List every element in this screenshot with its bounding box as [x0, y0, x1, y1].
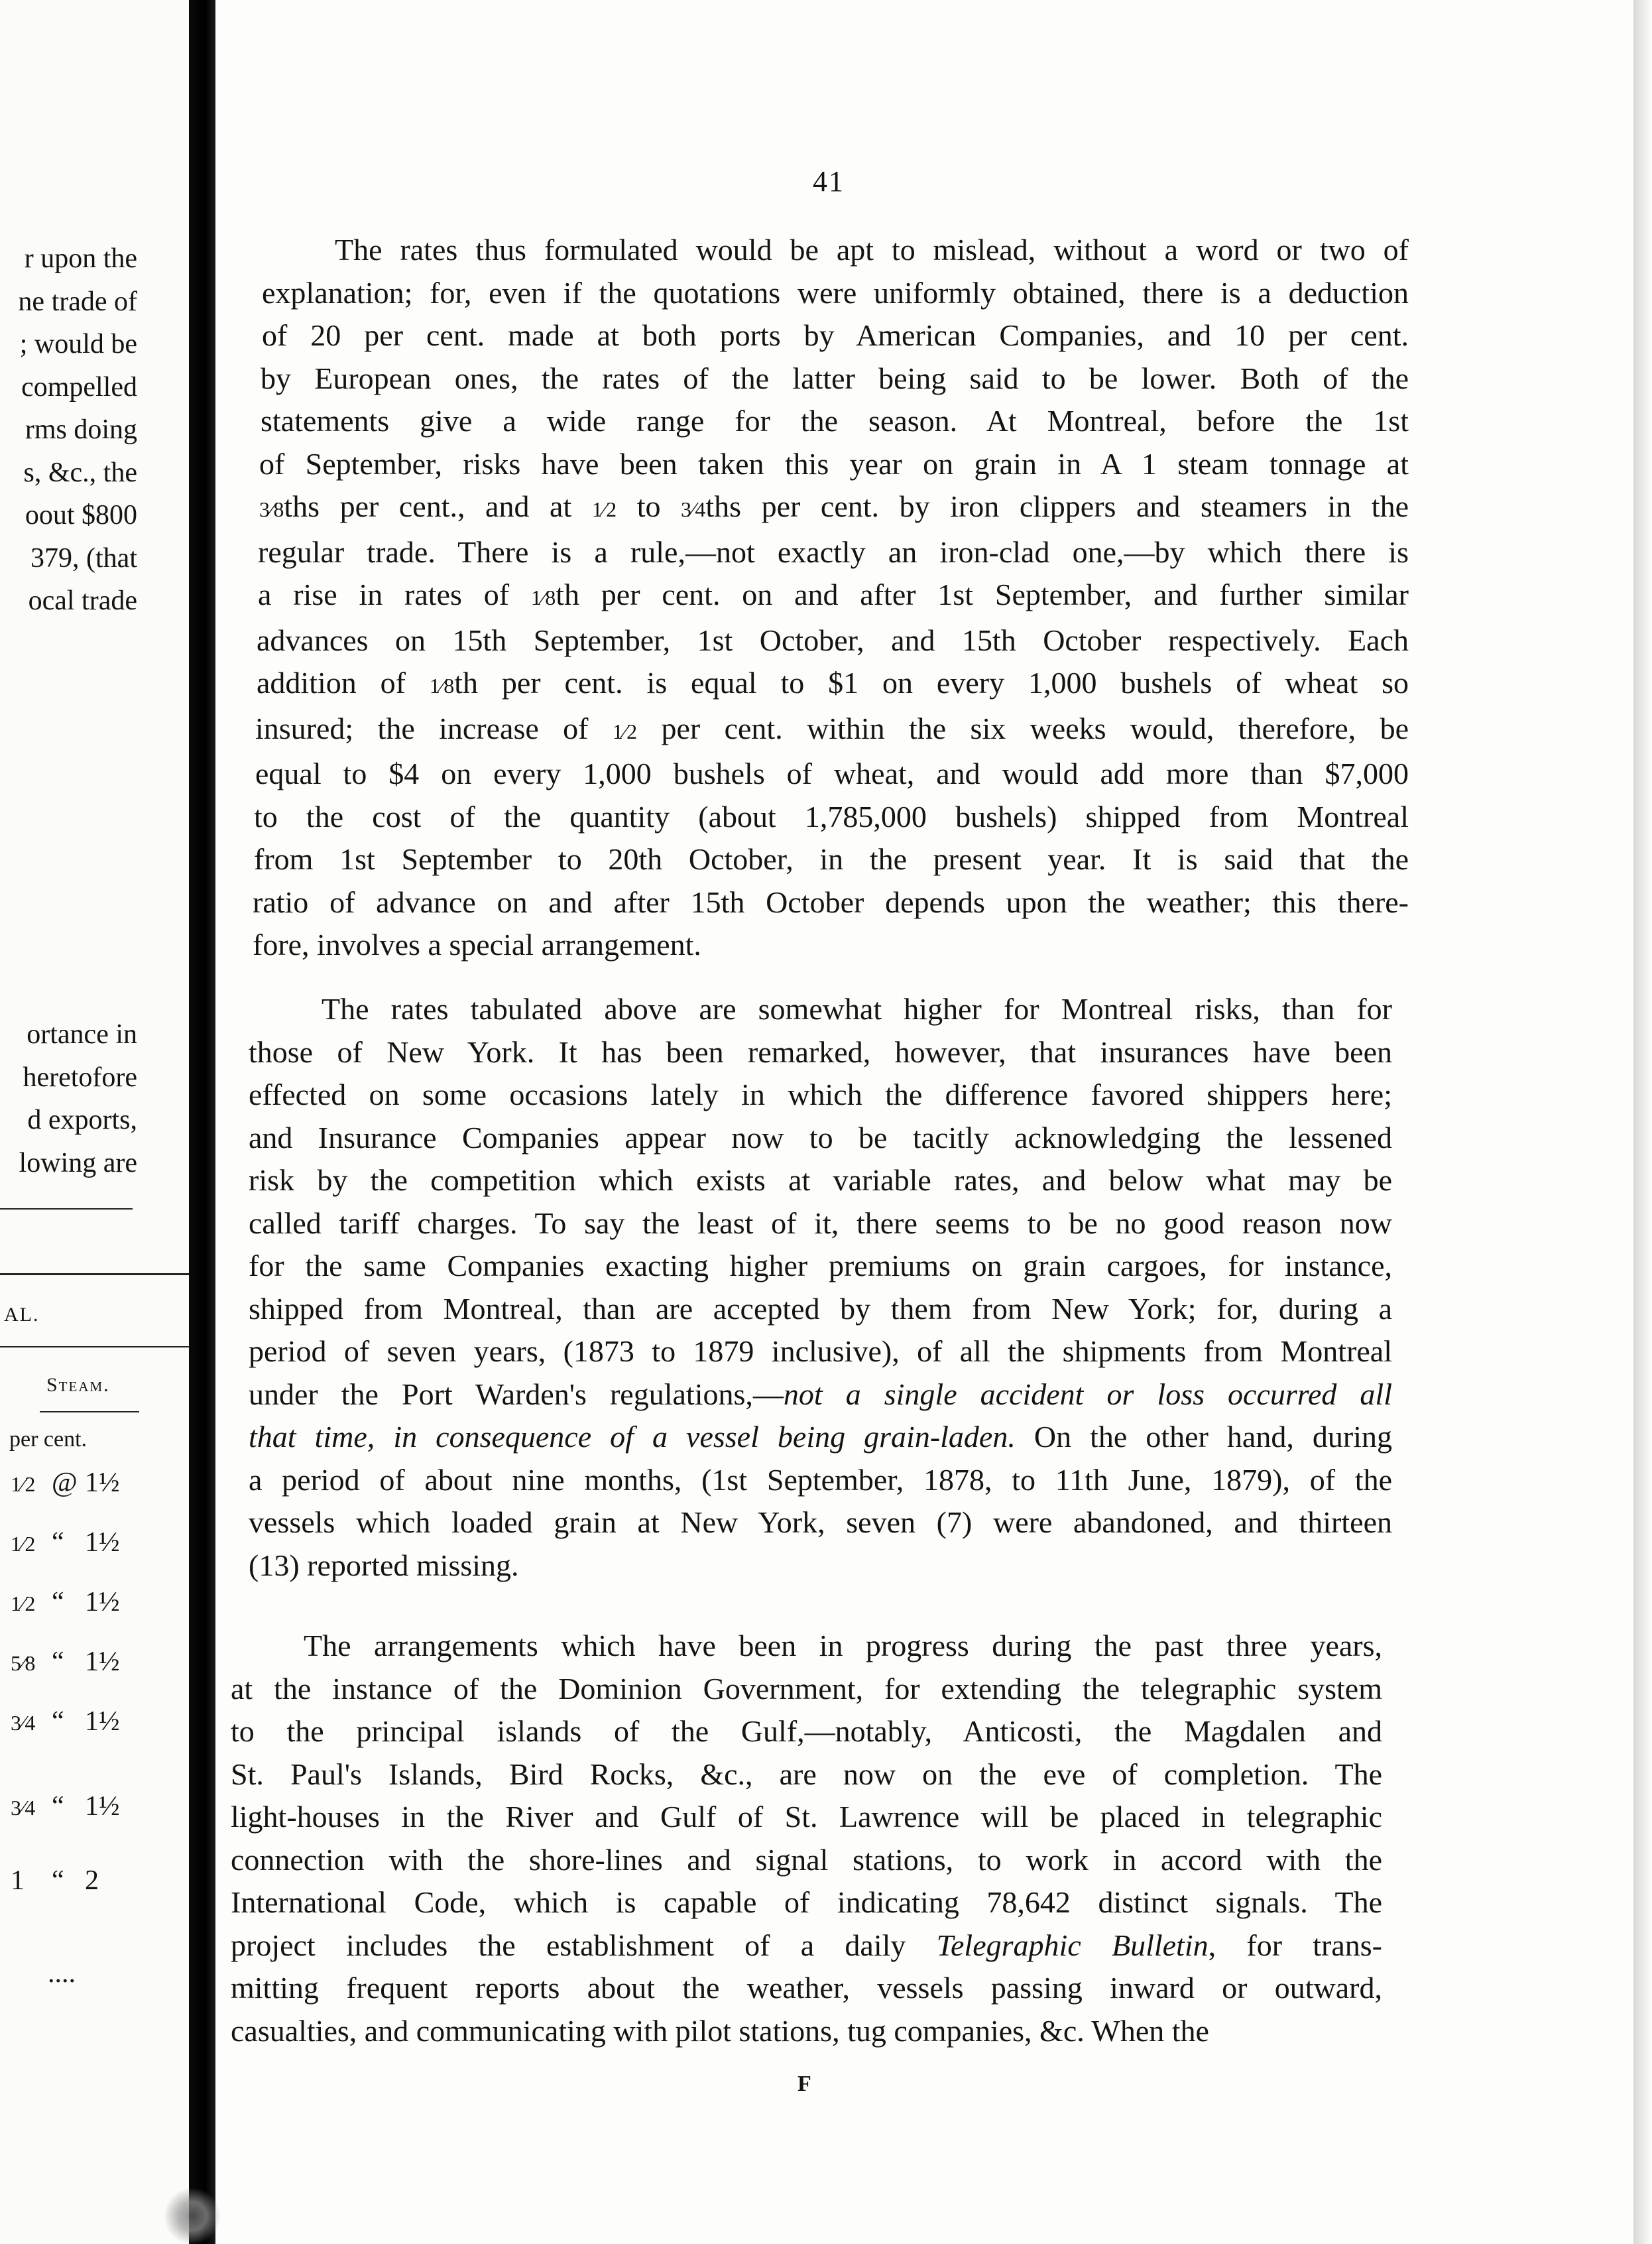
- text-run: by European ones, the rates of the latter being said to be lower. Both of the: [261, 361, 1409, 395]
- text-run: shipped from Montreal, than are accepted by them from New York; for, during a: [249, 1291, 1392, 1326]
- text-line: [231, 1924, 1382, 1967]
- facing-page-line: s, &c., the: [23, 457, 137, 488]
- text-line: [231, 1839, 1382, 1882]
- text-run: explanation; for, even if the quotations were uniformly obtained, there is a deduction: [262, 275, 1409, 310]
- table-cell: 1½: [85, 1647, 120, 1677]
- text-line: [231, 1668, 1382, 1711]
- text-run: effected on some occasions lately in which the difference favored shippers here;: [249, 1078, 1392, 1111]
- text-line: [262, 314, 1409, 357]
- facing-page-line: ; would be: [19, 329, 137, 359]
- table-cell: 1½: [85, 1706, 120, 1737]
- text-line: [249, 1074, 1392, 1117]
- table-cell: @: [52, 1467, 78, 1498]
- italic-phrase: not a single accident or loss occurred all: [783, 1377, 1392, 1411]
- text-line: [249, 1202, 1392, 1245]
- text-line: [231, 1753, 1382, 1796]
- text-run: a rise in rates of 1⁄8th per cent. on and after 1st September, and further similar: [258, 578, 1409, 611]
- text-line: [255, 708, 1409, 753]
- text-run: from 1st September to 20th October, in the present year. It is said that the: [254, 842, 1409, 876]
- text-run: to the cost of the quantity (about 1,785,000 bushels) shipped from Montreal: [254, 799, 1409, 834]
- text-run: connection with the shore-lines and signal stations, to work in accord with the: [231, 1842, 1382, 1877]
- text-run: (13) reported missing.: [249, 1548, 519, 1582]
- table-heading: AL.: [4, 1304, 40, 1326]
- table-cell: “: [52, 1791, 64, 1822]
- text-run: vessels which loaded grain at New York, seven (7) were abandoned, and thirteen: [249, 1505, 1392, 1539]
- text-line: [249, 1459, 1392, 1502]
- table-cell: “: [52, 1587, 64, 1617]
- facing-page-line: r upon the: [24, 243, 137, 274]
- text-line: [254, 838, 1409, 881]
- text-run: for the same Companies exacting higher premiums on grain cargoes, for instance,: [249, 1249, 1392, 1282]
- facing-page-line: ocal trade: [28, 586, 137, 616]
- text-run: project includes the establishment of a daily: [231, 1928, 937, 1962]
- facing-page-line: ne trade of: [18, 286, 137, 317]
- table-cell: “: [52, 1647, 64, 1677]
- text-run: ratio of advance on and after 15th October depends upon the weather; this there-: [253, 885, 1409, 919]
- facing-page-line: compelled: [21, 371, 137, 403]
- text-line: [258, 531, 1409, 574]
- page-stain: [162, 2188, 222, 2244]
- table-cell: 1⁄2: [11, 1591, 36, 1615]
- text-line: [253, 924, 1409, 967]
- table-cell: “: [52, 1706, 64, 1737]
- text-line: [231, 1967, 1382, 2010]
- paragraph-insurance-rates: [0, 229, 1652, 967]
- table-cell: 1½: [85, 1527, 120, 1558]
- facing-page-line: lowing are: [19, 1147, 137, 1178]
- text-run: of September, risks have been taken this year on grain in A 1 steam tonnage at: [259, 446, 1409, 481]
- text-run: International Code, which is capable of indicating 78,642 distinct signals. The: [231, 1885, 1382, 1919]
- text-line: [254, 796, 1409, 839]
- facing-page-line: d exports,: [27, 1105, 137, 1135]
- text-line: [249, 1159, 1392, 1202]
- table-unit: per cent.: [9, 1427, 88, 1452]
- text-line: [249, 1245, 1392, 1288]
- text-run: called tariff charges. To say the least of it, there seems to be no good reason now: [249, 1206, 1392, 1240]
- text-run: The rates tabulated above are somewhat higher for Montreal risks, than for: [322, 992, 1392, 1026]
- text-line: [258, 574, 1409, 619]
- table-cell: 3⁄4: [11, 1796, 36, 1820]
- table-cell: 1½: [85, 1791, 120, 1822]
- facing-page-line: heretofore: [23, 1062, 137, 1093]
- text-run: fore, involves a special arrangement.: [253, 928, 701, 962]
- table-cell: 1⁄2: [11, 1532, 36, 1556]
- paragraph-montreal-risks: [0, 988, 1652, 1587]
- table-cell: 1½: [85, 1467, 120, 1498]
- facing-page-line: rms doing: [25, 414, 137, 445]
- text-run: St. Paul's Islands, Bird Rocks, &c., are now on the eve of completion. The: [231, 1757, 1382, 1791]
- page-number: 41: [813, 165, 845, 198]
- text-run: equal to $4 on every 1,000 bushels of wheat, and would add more than $7,000: [255, 757, 1409, 790]
- table-cell: 3⁄4: [11, 1711, 36, 1735]
- text-line: [261, 400, 1409, 443]
- text-line: [322, 988, 1392, 1031]
- text-run: advances on 15th September, 1st October, and 15th October respectively. Each: [257, 623, 1409, 657]
- text-run: of 20 per cent. made at both ports by American Companies, and 10 per cent.: [262, 318, 1409, 352]
- text-line: [249, 1031, 1392, 1074]
- text-run: casualties, and communicating with pilot stations, tug companies, &c. When the: [231, 2013, 1209, 2048]
- text-line: [249, 1373, 1392, 1416]
- text-run: under the Port Warden's regulations,—: [249, 1377, 784, 1411]
- text-run: and Insurance Companies appear now to be tacitly acknowledging the lessened: [249, 1120, 1392, 1154]
- text-run: On the other hand, during: [1015, 1420, 1392, 1454]
- facing-page-line: oout $800: [25, 500, 137, 530]
- text-run: addition of 1⁄8th per cent. is equal to $1 on every 1,000 bushels of wheat so: [257, 666, 1409, 700]
- text-line: [249, 1288, 1392, 1331]
- table-cell: 1: [11, 1865, 25, 1896]
- text-run: The rates thus formulated would be apt to mislead, without a word or two of: [335, 233, 1409, 267]
- text-run: The arrangements which have been in progress during the past three years,: [304, 1629, 1382, 1662]
- italic-phrase: that time, in consequence of a vessel being grain-laden.: [249, 1420, 1016, 1454]
- facing-page-line: 379, (that: [30, 542, 137, 574]
- text-line: [231, 2010, 1382, 2053]
- table-cell: 1⁄2: [11, 1472, 36, 1496]
- text-run: those of New York. It has been remarked, however, that insurances have been: [249, 1034, 1392, 1069]
- table-cell: 2: [85, 1865, 99, 1896]
- text-run: , for trans-: [1208, 1928, 1383, 1962]
- text-line: [253, 881, 1409, 924]
- table-cell: “: [52, 1865, 64, 1896]
- text-line: [262, 272, 1409, 315]
- italic-phrase: Telegraphic Bulletin: [936, 1928, 1209, 1962]
- text-run: period of seven years, (1873 to 1879 inclusive), of all the shipments from Montreal: [249, 1334, 1392, 1368]
- text-line: [249, 1544, 1392, 1588]
- text-line: [231, 1881, 1382, 1924]
- table-column-heading: Steam.: [46, 1374, 110, 1396]
- text-run: light-houses in the River and Gulf of St. Lawrence will be placed in telegraphic: [231, 1800, 1382, 1834]
- text-run: statements give a wide range for the season. At Montreal, before the 1st: [261, 404, 1409, 438]
- table-cell: 1½: [85, 1587, 120, 1617]
- text-line: [259, 443, 1409, 486]
- text-run: to the principal islands of the Gulf,—notably, Anticosti, the Magdalen and: [231, 1714, 1382, 1748]
- paragraph-telegraph-system: [0, 1625, 1652, 2052]
- text-run: regular trade. There is a rule,—not exactly an iron-clad one,—by which there is: [258, 534, 1409, 569]
- text-run: risk by the competition which exists at variable rates, and below what may be: [249, 1163, 1392, 1197]
- facing-page-line: ortance in: [27, 1019, 137, 1050]
- signature-mark: F: [797, 2072, 811, 2096]
- text-run: at the instance of the Dominion Government, for extending the telegraphic system: [231, 1671, 1382, 1706]
- text-line: [249, 1416, 1392, 1459]
- table-ellipsis: ....: [48, 1958, 76, 1989]
- text-line: [304, 1625, 1382, 1668]
- text-line: [255, 753, 1409, 796]
- text-line: [259, 485, 1409, 531]
- text-line: [249, 1330, 1392, 1373]
- text-line: [249, 1501, 1392, 1544]
- text-run: 3⁄8ths per cent., and at 1⁄2 to 3⁄4ths per cent. by iron clippers and steamers in the: [259, 489, 1409, 523]
- table-cell: “: [52, 1527, 64, 1558]
- text-line: [257, 619, 1409, 662]
- text-line: [249, 1117, 1392, 1160]
- text-run: insured; the increase of 1⁄2 per cent. within the six weeks would, therefore, be: [255, 711, 1409, 745]
- text-line: [261, 357, 1409, 401]
- table-cell: 5⁄8: [11, 1651, 36, 1675]
- text-line: [231, 1710, 1382, 1753]
- text-run: mitting frequent reports about the weather, vessels passing inward or outward,: [231, 1971, 1382, 2005]
- text-line: [335, 229, 1409, 272]
- text-line: [231, 1796, 1382, 1839]
- text-run: a period of about nine months, (1st September, 1878, to 11th June, 1879), of the: [249, 1462, 1392, 1497]
- text-line: [257, 662, 1409, 708]
